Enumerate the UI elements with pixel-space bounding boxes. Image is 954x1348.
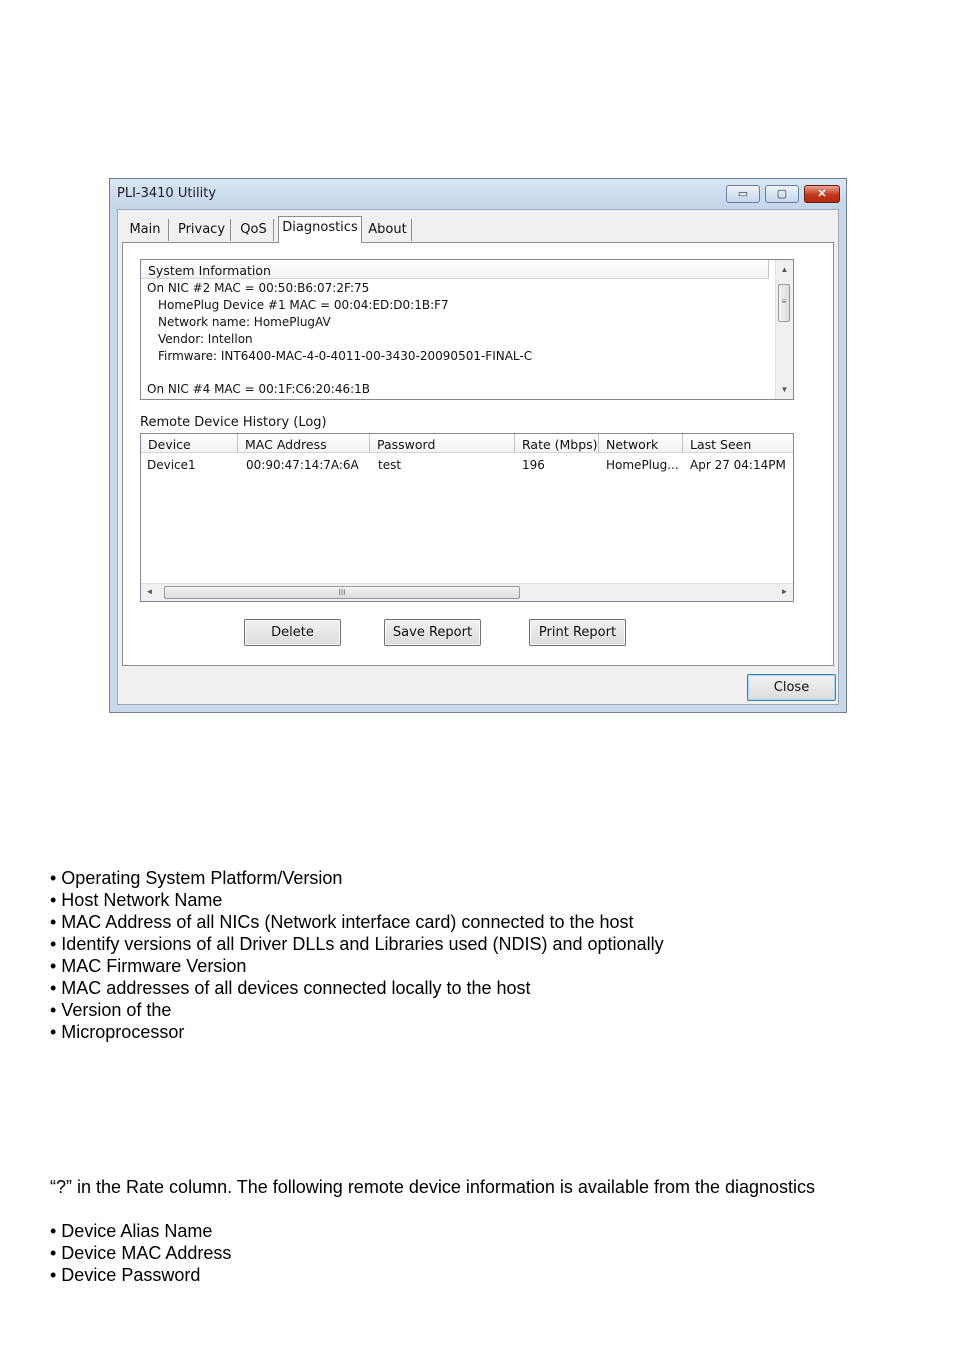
column-header-last-seen[interactable]: Last Seen	[683, 434, 794, 453]
scroll-down-icon[interactable]: ▼	[780, 385, 789, 394]
print-report-button[interactable]: Print Report	[529, 619, 626, 646]
minimize-icon[interactable]: ▭	[726, 185, 760, 203]
bullet-item: • Device MAC Address	[50, 1243, 232, 1263]
column-header-device[interactable]: Device	[141, 434, 238, 453]
diagnostics-panel	[122, 242, 834, 666]
save-report-button[interactable]: Save Report	[384, 619, 481, 646]
tab-privacy[interactable]: Privacy	[173, 219, 231, 241]
system-info-line: Network name: HomePlugAV	[158, 315, 331, 329]
bullet-item: • Operating System Platform/Version	[50, 868, 343, 888]
history-horizontal-scrollbar[interactable]	[141, 583, 793, 601]
paragraph: “?” in the Rate column. The following remote device information is available from the diagnostics	[50, 1177, 816, 1197]
system-info-line: Firmware: INT6400-MAC-4-0-4011-00-3430-20090501-FINAL-C	[158, 349, 533, 363]
system-info-line: Vendor: Intellon	[158, 332, 253, 346]
device-history-list[interactable]	[140, 433, 794, 602]
scroll-left-icon[interactable]: ◄	[145, 587, 154, 596]
bullet-item: • Device Password	[50, 1265, 201, 1285]
column-header-network[interactable]: Network	[599, 434, 683, 453]
cell-last-seen: Apr 27 04:14PM	[690, 458, 786, 472]
cell-device: Device1	[147, 458, 196, 472]
cell-rate: 196	[522, 458, 545, 472]
bullet-item: • Device Alias Name	[50, 1221, 213, 1241]
close-window-icon[interactable]: ✕	[804, 185, 840, 203]
scroll-thumb[interactable]: III	[164, 586, 520, 599]
system-info-line: On NIC #4 MAC = 00:1F:C6:20:46:1B	[147, 382, 371, 396]
bullet-item: • MAC addresses of all devices connected locally to the host	[50, 978, 531, 998]
system-info-line: On NIC #2 MAC = 00:50:B6:07:2F:75	[147, 281, 370, 295]
cell-password: test	[378, 458, 402, 472]
window-title: PLI-3410 Utility	[117, 186, 217, 201]
bullet-item: • Microprocessor	[50, 1022, 185, 1042]
bullet-item: • Identify versions of all Driver DLLs and Libraries used (NDIS) and optionally	[50, 934, 664, 954]
history-label: Remote Device History (Log)	[140, 415, 327, 430]
system-info-line: HomePlug Device #1 MAC = 00:04:ED:D0:1B:F7	[158, 298, 449, 312]
close-button[interactable]: Close	[747, 674, 836, 701]
bullet-item: • MAC Address of all NICs (Network interface card) connected to the host	[50, 912, 634, 932]
tab-diagnostics[interactable]: Diagnostics	[278, 216, 362, 243]
bullet-item: • Host Network Name	[50, 890, 223, 910]
cell-mac-address: 00:90:47:14:7A:6A	[246, 458, 359, 472]
delete-button[interactable]: Delete	[244, 619, 341, 646]
title-bar[interactable]	[110, 179, 846, 209]
system-info-header[interactable]: System Information	[141, 260, 769, 279]
column-header-mac-address[interactable]: MAC Address	[238, 434, 370, 453]
utility-window	[109, 178, 847, 713]
cell-network: HomePlug...	[606, 458, 679, 472]
maximize-icon[interactable]: ▢	[765, 185, 799, 203]
tab-about[interactable]: About	[364, 219, 412, 241]
scroll-thumb[interactable]: ≡	[778, 284, 790, 322]
tab-qos[interactable]: QoS	[234, 219, 274, 241]
column-header-password[interactable]: Password	[370, 434, 515, 453]
bullet-item: • Version of the	[50, 1000, 172, 1020]
window-client	[117, 209, 839, 705]
scroll-right-icon[interactable]: ►	[780, 587, 789, 596]
system-info-list[interactable]	[140, 259, 794, 400]
tab-main[interactable]: Main	[122, 219, 169, 241]
bullet-item: • MAC Firmware Version	[50, 956, 247, 976]
system-info-scrollbar[interactable]	[775, 260, 793, 399]
scroll-up-icon[interactable]: ▲	[780, 265, 789, 274]
column-header-rate[interactable]: Rate (Mbps)	[515, 434, 599, 453]
